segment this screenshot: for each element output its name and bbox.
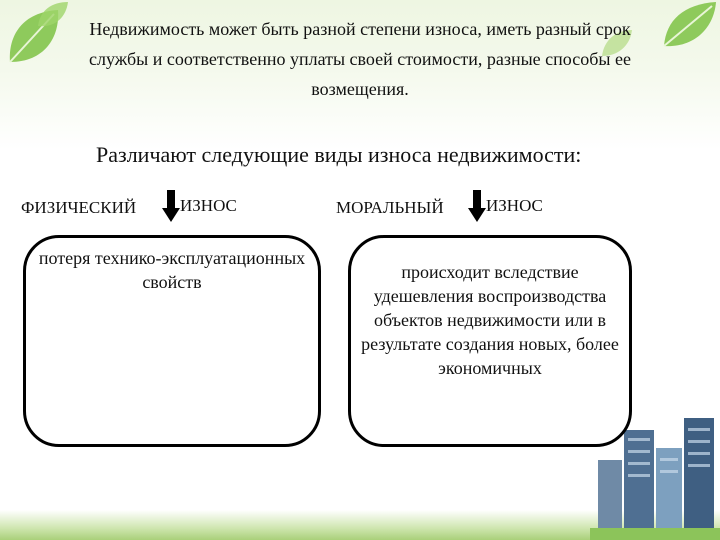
subtitle: Различают следующие виды износа недвижимости: — [96, 142, 582, 167]
moral-wear-label: МОРАЛЬНЫЙ — [336, 198, 444, 217]
leaf-icon — [660, 0, 718, 50]
intro-text: Недвижимость может быть разной степени износа, иметь разный срок службы и соответственно уплаты своей стоимости, разные способы ее возмещения. — [89, 19, 631, 99]
moral-wear-suffix: ИЗНОС — [486, 196, 543, 215]
moral-wear-description: происходит вследствие удешевления воспроизводства объектов недвижимости или в результате создания новых, более экономичных — [361, 262, 619, 378]
arrow-down-icon — [162, 190, 180, 222]
physical-wear-label: ФИЗИЧЕСКИЙ — [21, 198, 137, 217]
leaf-icon — [34, 0, 70, 30]
arrow-down-icon — [468, 190, 486, 222]
physical-wear-suffix: ИЗНОС — [180, 196, 237, 215]
moral-wear-box — [348, 235, 632, 447]
physical-wear-box — [23, 235, 321, 447]
physical-wear-description: потеря технико-эксплуатационных свойств — [38, 248, 306, 292]
